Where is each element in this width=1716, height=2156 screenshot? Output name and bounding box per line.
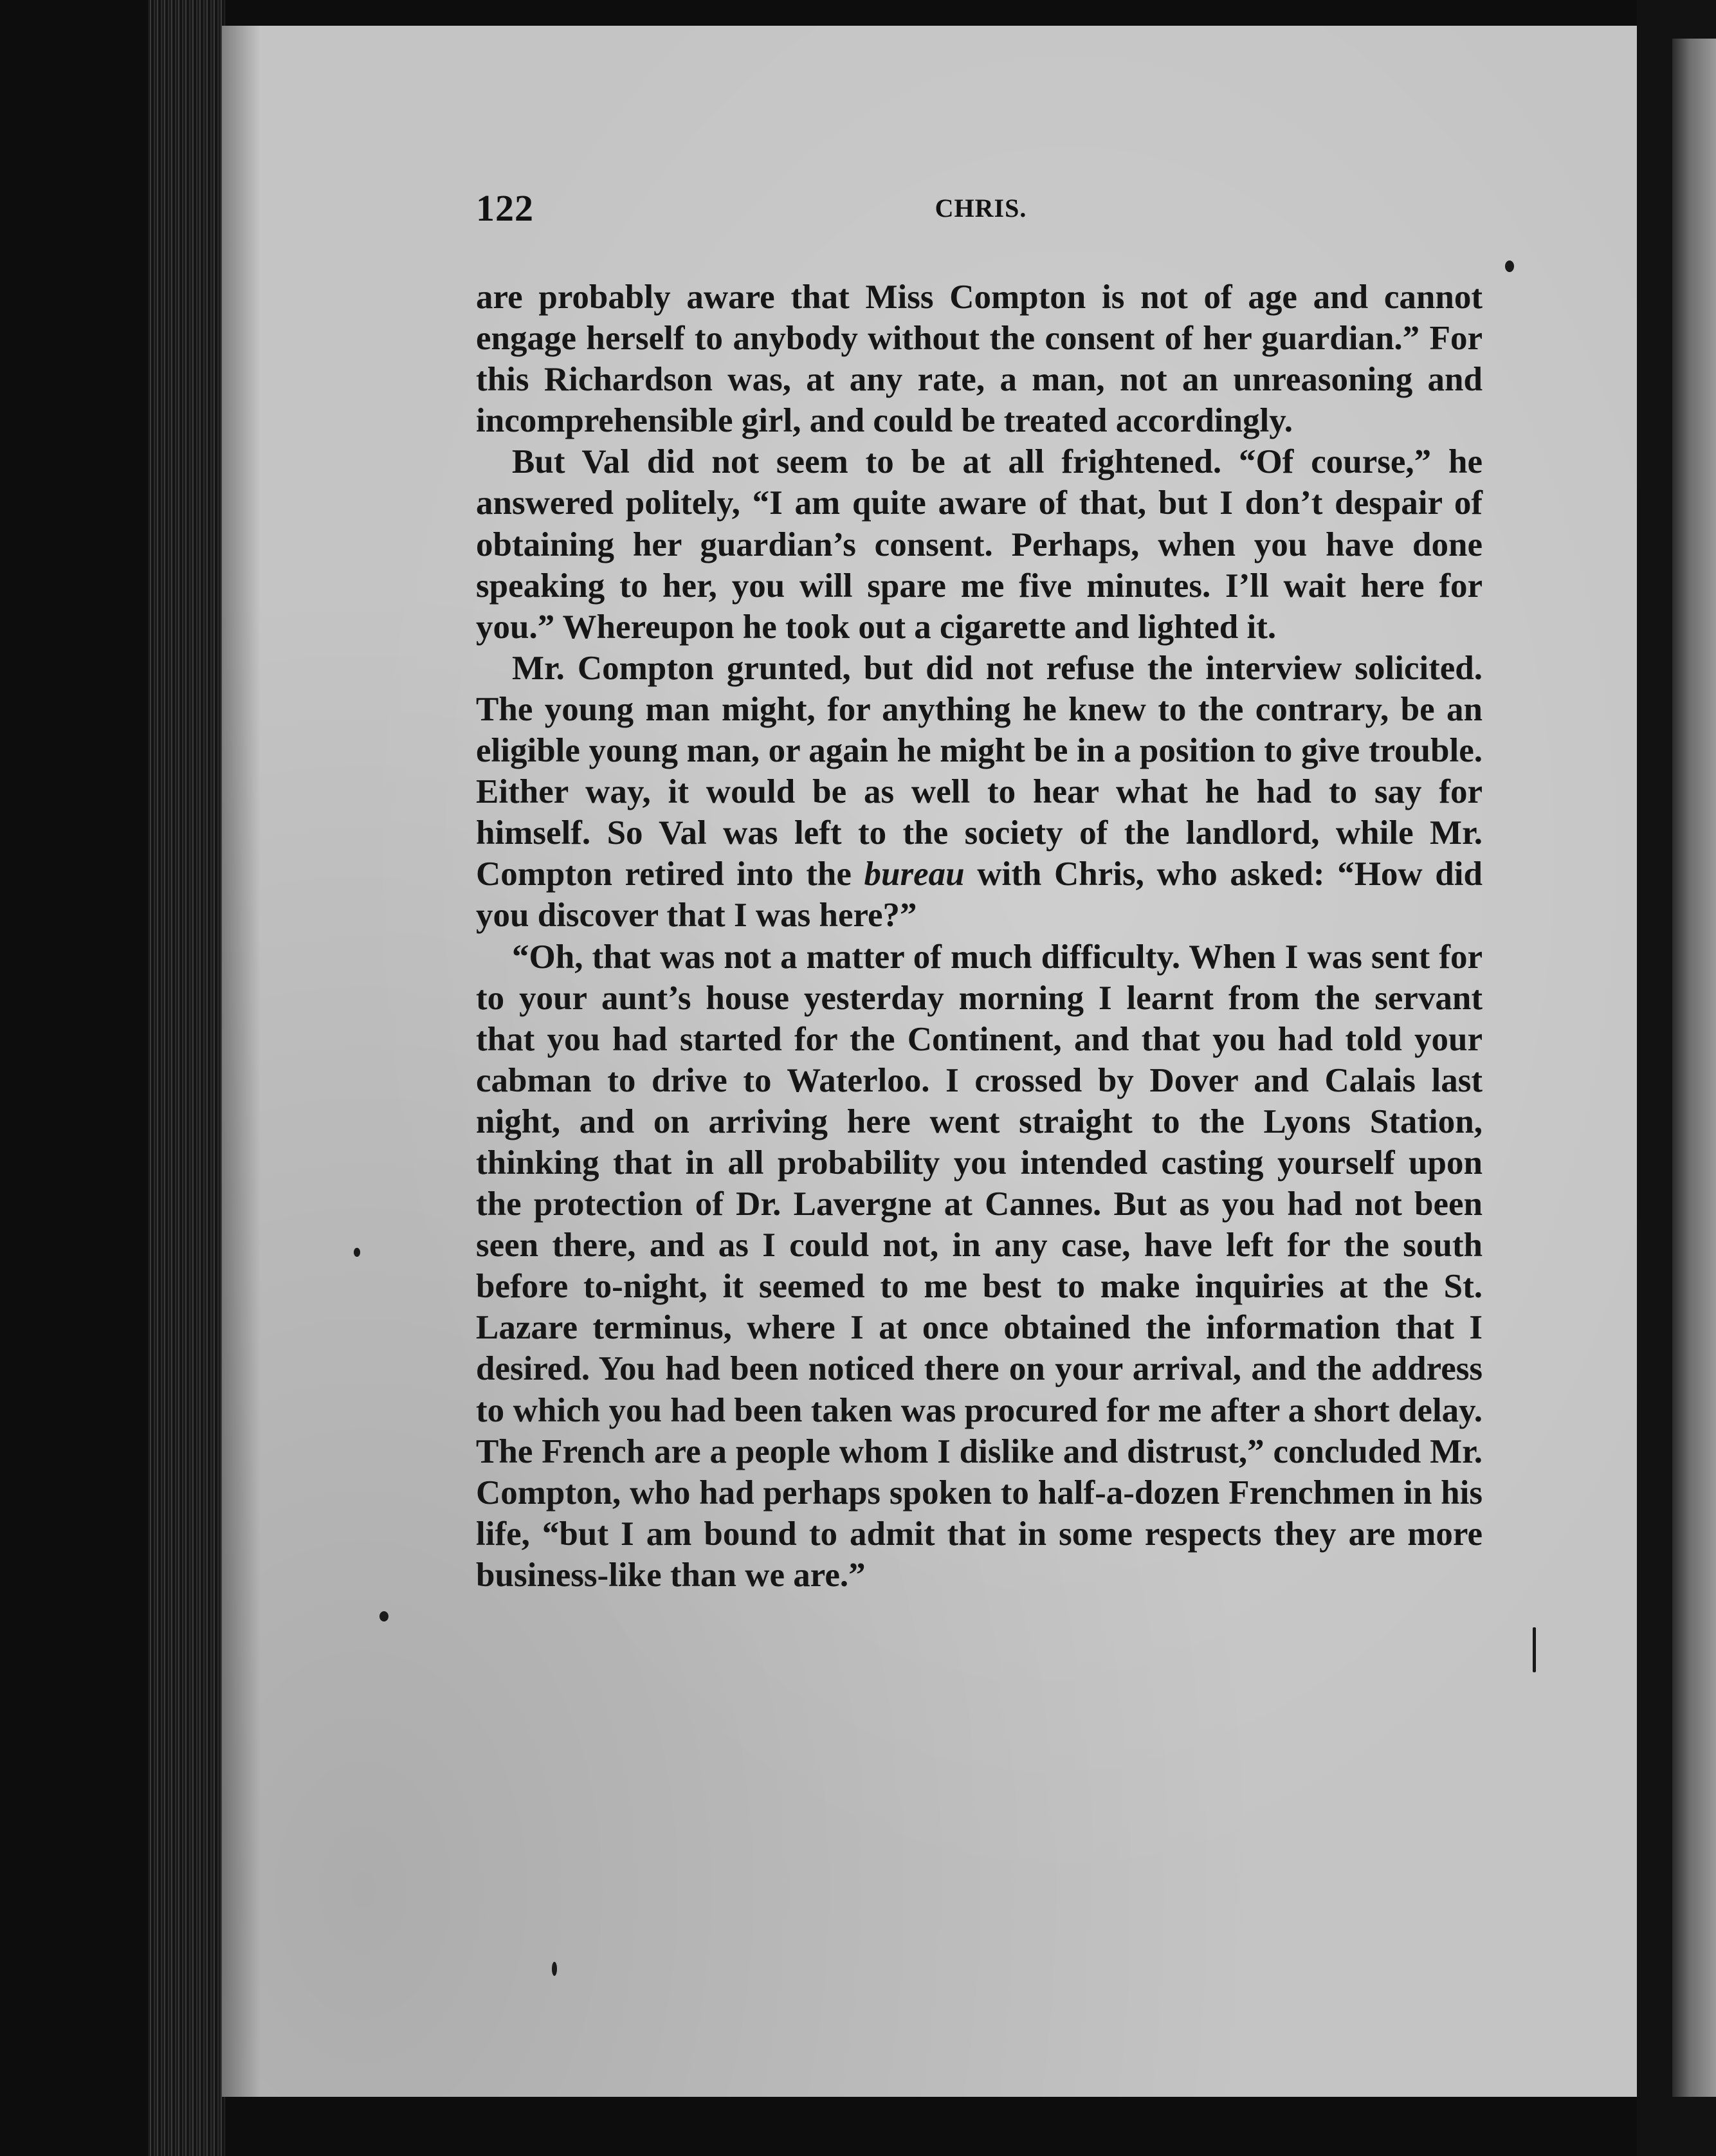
paragraph-3 bbox=[476, 648, 1483, 936]
book-edge-stack bbox=[148, 0, 225, 2156]
scan-speck bbox=[1505, 260, 1514, 272]
scan-speck bbox=[1533, 1627, 1536, 1672]
paragraph-3-text-before: Mr. Compton grunted, but did not refuse the interview solicited. The young man might, for anything he knew to the contrary, be an eligible young man, or again he might be in a position to give trouble. Either way, it would be as well to hear what he had to say for himself. So Val was left to the society of the landlord, while Mr. Compton retired into the bbox=[476, 649, 1483, 893]
scan-speck bbox=[379, 1611, 388, 1622]
facing-page-sliver bbox=[1672, 39, 1716, 2097]
page-number: 122 bbox=[476, 187, 534, 229]
scan-speck bbox=[552, 1962, 557, 1976]
scan-speck bbox=[354, 1248, 360, 1257]
body-text bbox=[476, 277, 1483, 1596]
paragraph-3-text-after: with Chris, who asked: “How did you discover that I was here?” bbox=[476, 855, 1483, 935]
running-head-title: CHRIS. bbox=[935, 194, 1027, 223]
running-head bbox=[476, 187, 1486, 238]
gutter-shadow bbox=[222, 26, 260, 2097]
paragraph-2: But Val did not seem to be at all frightened. “Of course,” he answered politely, “I am quite aware of that, but I don’t despair of obtaining her guardian’s consent. Perhaps, when you have done speaking to her, you will spare me five minutes. I’ll wait here for you.” Whereupon he took out a cigarette and lighted it. bbox=[476, 443, 1483, 646]
paragraph-4: “Oh, that was not a matter of much difficulty. When I was sent for to your aunt’s house yesterday morning I learnt from the servant that you had started for the Continent, and that you had told your cabman to drive to Waterloo. I crossed by Dover and Calais last night, and on arriving here went straight to the Lyons Station, thinking that in all probability you intended casting yourself upon the protection of Dr. Lavergne at Cannes. But as you had not been seen there, and as I could not, in any case, have left for the south before to-night, it seemed to me best to make inquiries at the St. Lazare terminus, where I at once obtained the information that I desired. You had been noticed there on your arrival, and the address to which you had been taken was procured for me after a short delay. The French are a people whom I dislike and distrust,” concluded Mr. Compton, who had perhaps spoken to half-a-dozen Frenchmen in his life, “but I am bound to admit that in some respects they are more business-like than we are.” bbox=[476, 938, 1483, 1594]
paragraph-1: are probably aware that Miss Compton is not of age and cannot engage herself to anybody without the consent of her guardian.” For this Richardson was, at any rate, a man, not an unreasoning and incomprehensible girl, and could be treated accordingly. bbox=[476, 279, 1483, 440]
paragraph-3-italic: bureau bbox=[864, 855, 965, 893]
